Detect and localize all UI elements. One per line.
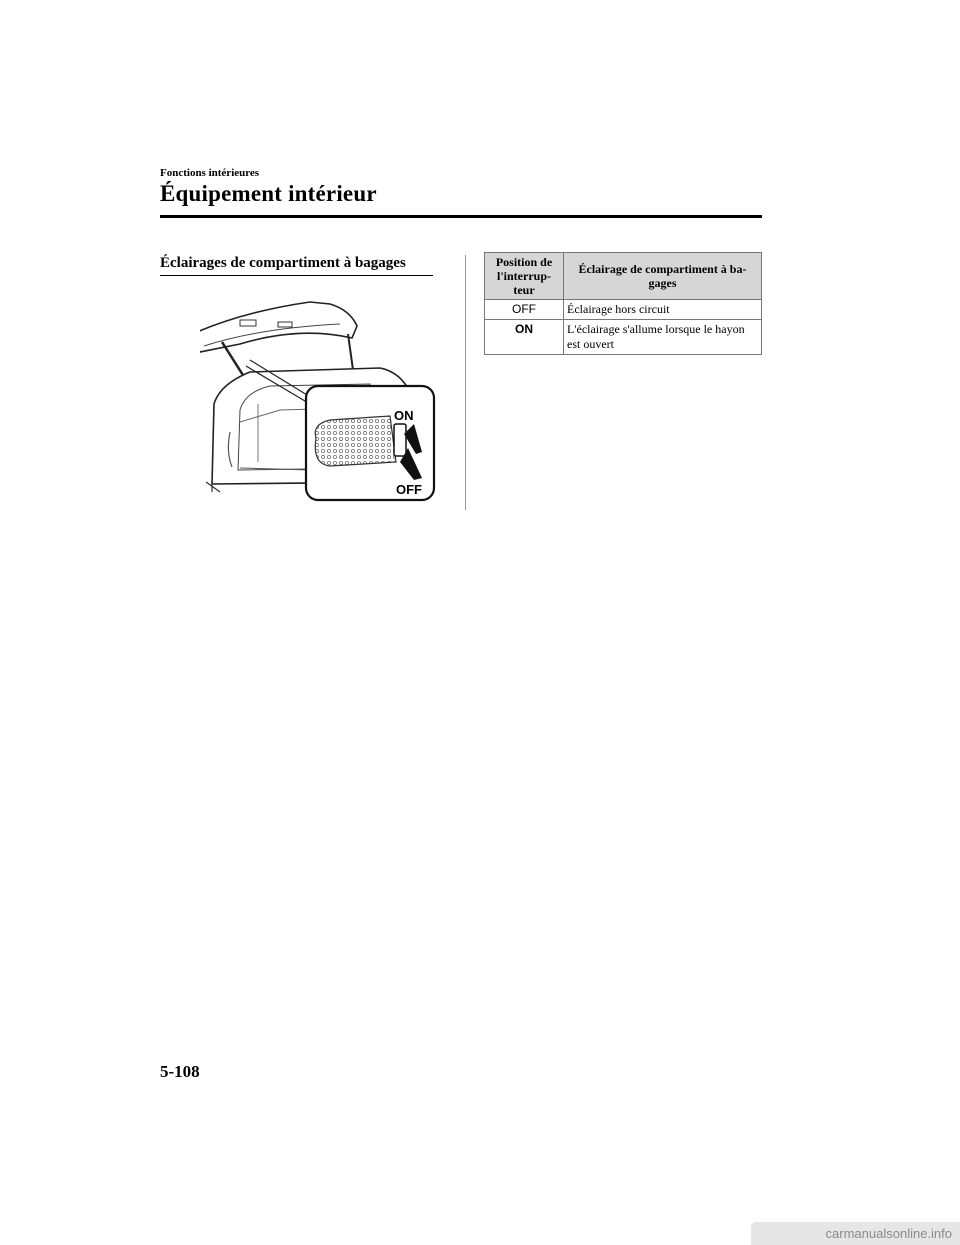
description-off: Éclairage hors circuit bbox=[564, 300, 762, 320]
on-label: ON bbox=[394, 408, 414, 423]
column-header-position: Position de l'interrup-teur bbox=[485, 253, 564, 300]
column-divider bbox=[465, 255, 466, 510]
table-row bbox=[485, 320, 762, 355]
cargo-light-illustration bbox=[200, 292, 440, 506]
chapter-title: Équipement intérieur bbox=[160, 181, 377, 206]
off-label: OFF bbox=[396, 482, 422, 497]
column-header-lighting: Éclairage de compartiment à ba-gages bbox=[564, 253, 762, 300]
subsection-underline bbox=[160, 275, 433, 276]
header-rule bbox=[160, 215, 762, 218]
section-label: Fonctions intérieures bbox=[160, 167, 260, 179]
position-off: OFF bbox=[485, 300, 564, 320]
watermark-text[interactable]: carmanualsonline.info bbox=[825, 1226, 952, 1241]
table-row bbox=[485, 300, 762, 320]
description-on: L'éclairage s'allume lorsque le hayon est ouvert bbox=[564, 320, 762, 355]
position-on: ON bbox=[485, 320, 564, 355]
switch-position-table bbox=[484, 252, 762, 355]
subsection-title: Éclairages de compartiment à bagages bbox=[160, 255, 406, 271]
page-number: 5-108 bbox=[160, 1062, 200, 1081]
table-header-row bbox=[485, 253, 762, 300]
watermark-box bbox=[751, 1222, 960, 1245]
